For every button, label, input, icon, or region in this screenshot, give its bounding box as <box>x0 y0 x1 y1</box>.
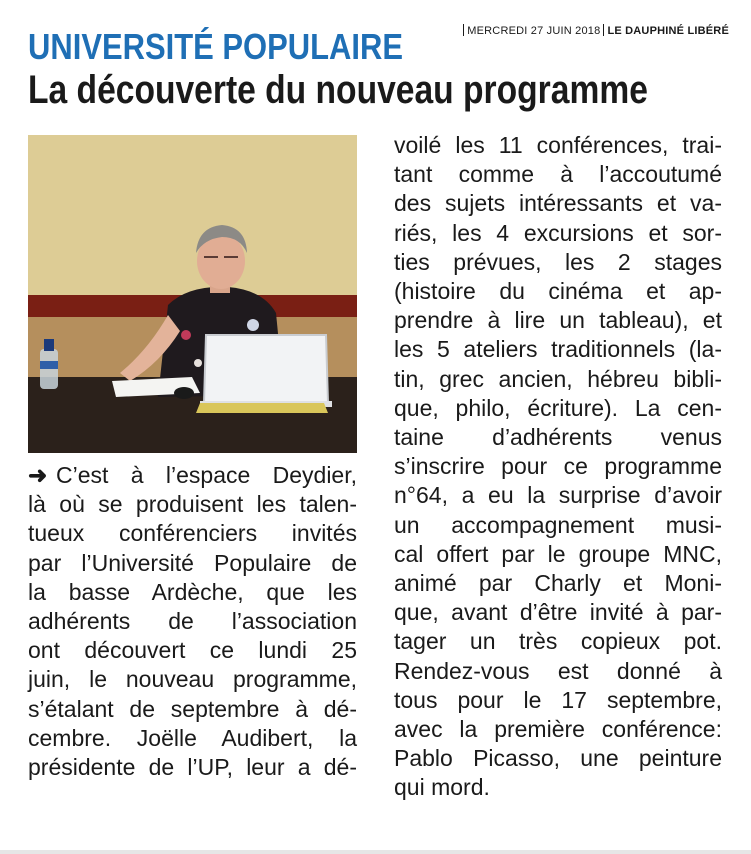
text-line: présidente de l’UP, leur a dé- <box>28 754 357 781</box>
text-line: que, avant d’être invité à par- <box>394 599 722 626</box>
text-line: tager un très copieux pot. <box>394 628 722 655</box>
article-kicker: UNIVERSITÉ POPULAIRE <box>28 26 404 67</box>
text-line: qui mord. <box>394 774 490 801</box>
masthead-date: MERCREDI 27 JUIN 2018 <box>467 25 601 37</box>
text-line: s’étalant de septembre à dé- <box>28 695 357 722</box>
article-photo <box>28 135 357 453</box>
text-line: ties prévues, les 2 stages <box>394 248 722 275</box>
text-line: des sujets intéressants et va- <box>394 190 722 217</box>
text-line: la basse Ardèche, que les <box>28 578 357 605</box>
text-line: voilé les 11 conférences, trai- <box>394 132 722 158</box>
text-line: tin, grec ancien, hébreu bibli- <box>394 365 722 392</box>
text-line: que, philo, écriture). La cen- <box>394 394 722 421</box>
text-line: tueux conférenciers invités <box>28 520 357 547</box>
text-line: les 5 ateliers traditionnels (la- <box>394 336 722 363</box>
text-line: ont découvert ce lundi 25 <box>28 637 357 664</box>
text-line: là où se produisent les talen- <box>28 491 357 518</box>
page-bottom-edge <box>0 850 751 854</box>
article-column-right <box>394 131 722 803</box>
text-line: (histoire du cinéma et ap- <box>394 278 722 305</box>
masthead <box>460 24 729 37</box>
article-headline: La découverte du nouveau programme <box>28 68 648 112</box>
text-line: riés, les 4 excursions et sor- <box>394 219 722 246</box>
text-line: s’inscrire pour ce programme <box>394 453 722 480</box>
text-line: juin, le nouveau programme, <box>28 666 357 693</box>
masthead-divider <box>463 24 464 36</box>
text-line: cembre. Joëlle Audibert, la <box>28 724 357 751</box>
text-line: animé par Charly et Moni- <box>394 570 722 597</box>
text-line: Pablo Picasso, une peinture <box>394 745 722 772</box>
text-line: adhérents de l’association <box>28 608 357 635</box>
text-line: avec la première conférence: <box>394 716 722 743</box>
photo-illustration <box>28 135 357 453</box>
text-line: tant comme à l’accoutumé <box>394 161 722 188</box>
newspaper-name: LE DAUPHINÉ LIBÉRÉ <box>607 25 729 37</box>
text-line: ➜ C’est à l’espace Deydier, <box>28 461 357 490</box>
text-line: un accompagnement musi- <box>394 511 722 538</box>
text-line: n°64, a eu la surprise d’avoir <box>394 482 722 509</box>
text-line: cal offert par le groupe MNC, <box>394 540 722 567</box>
text-line: Rendez-vous est donné à <box>394 657 722 684</box>
arrow-right-icon: ➜ <box>28 462 48 488</box>
text-line: tous pour le 17 septembre, <box>394 686 722 713</box>
text-line: taine d’adhérents venus <box>394 424 722 451</box>
masthead-divider <box>603 24 604 36</box>
article-column-left <box>28 461 357 782</box>
text-line: prendre à lire un tableau), et <box>394 307 722 334</box>
text-line: par l’Université Populaire de <box>28 549 357 576</box>
